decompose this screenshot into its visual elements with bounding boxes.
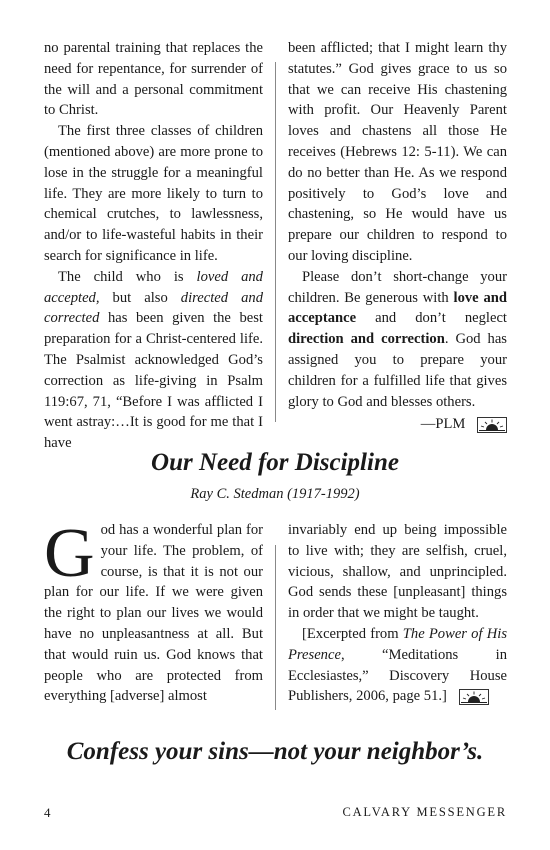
sunrise-ornament-icon: [459, 689, 489, 705]
paragraph: [288, 267, 507, 413]
bold-direction-correction: direction and correction: [288, 331, 445, 348]
emphasis-loved-accepted: loved and accepted,: [44, 268, 263, 306]
bottom-right-column: [288, 520, 507, 707]
text-run: od has a wonderful plan for your life. The problem, of course, is that it is not our plan for our life. If we were given the right to plan our lives we would have no unpleasantness at all. But that would ruin us. God knows that people who are protected from everything [adverse] almost: [44, 522, 263, 705]
article-author: Ray C. Stedman (1917-1992): [190, 486, 360, 502]
paragraph: The first three classes of children (mentioned above) are more prone to lose in the struggle for a meaningful life. They are more likely to turn to chemical crutches, to lawlessness, and/or to life-wasteful habits in their search for significance in life.: [44, 123, 263, 264]
paragraph: been afflicted; that I might learn thy statutes.” God gives grace to us so that we can receive His chastening with profit. Our Heavenly Parent loves and chastens all those He receives (Hebrews 12: 5-11). We can do no better than He. As we respond positively to God’s love and chastening, so He would have us prepare our children to respond to our loving discipline.: [288, 40, 507, 264]
paragraph: [44, 515, 263, 707]
tagline: Confess your sins—not your neighbor’s.: [66, 738, 484, 765]
page-number: 4: [44, 805, 51, 820]
text-run: but also: [99, 289, 181, 306]
running-head: CALVARY MESSENGER: [342, 805, 507, 819]
text-run: and don’t neglect: [356, 310, 507, 327]
text-run: has been given the best preparation for a Christ-centered life. The Psalmist acknowledged God’s correction as life-giving in Psalm 119:67, 71, “Before I was afflicted I went astray:…It is good for me that I have: [44, 310, 263, 452]
column-divider: [275, 62, 276, 422]
article-title: Our Need for Discipline: [151, 449, 399, 476]
text-run: Please don’t short-change your children. Be generous with: [288, 268, 507, 306]
book-title: The Power of His Presence: [288, 625, 507, 663]
top-right-column: [288, 38, 507, 435]
text-run: , “Meditations in Ecclesiastes,” Discovery House Publishers, 2006, page 51.]: [288, 646, 507, 705]
paragraph: [44, 267, 263, 454]
signature-line: [288, 414, 507, 435]
paragraph: no parental training that replaces the need for repentance, for surrender of the will and a personal commitment to Christ.: [44, 40, 263, 119]
bottom-left-column: [44, 515, 263, 707]
sunrise-ornament-icon: [477, 417, 507, 433]
text-run: [Excerpted from: [302, 625, 403, 642]
top-left-column: [44, 38, 263, 454]
column-divider: [275, 545, 276, 710]
bold-love-acceptance: love and acceptance: [288, 289, 507, 327]
drop-cap: G: [44, 515, 95, 592]
paragraph: invariably end up being impossible to live with; they are selfish, cruel, vicious, shallow, and unprincipled. God sends these [unpleasant] things in order that we might be taught.: [288, 522, 507, 622]
signature: —PLM: [420, 416, 466, 433]
citation-paragraph: [288, 624, 507, 707]
text-run: . God has assigned you to prepare your children for a fulfilled life that gives glory to God and blesses others.: [288, 331, 507, 410]
text-run: The child who is: [58, 268, 197, 285]
emphasis-directed-corrected: directed and corrected: [44, 289, 263, 327]
